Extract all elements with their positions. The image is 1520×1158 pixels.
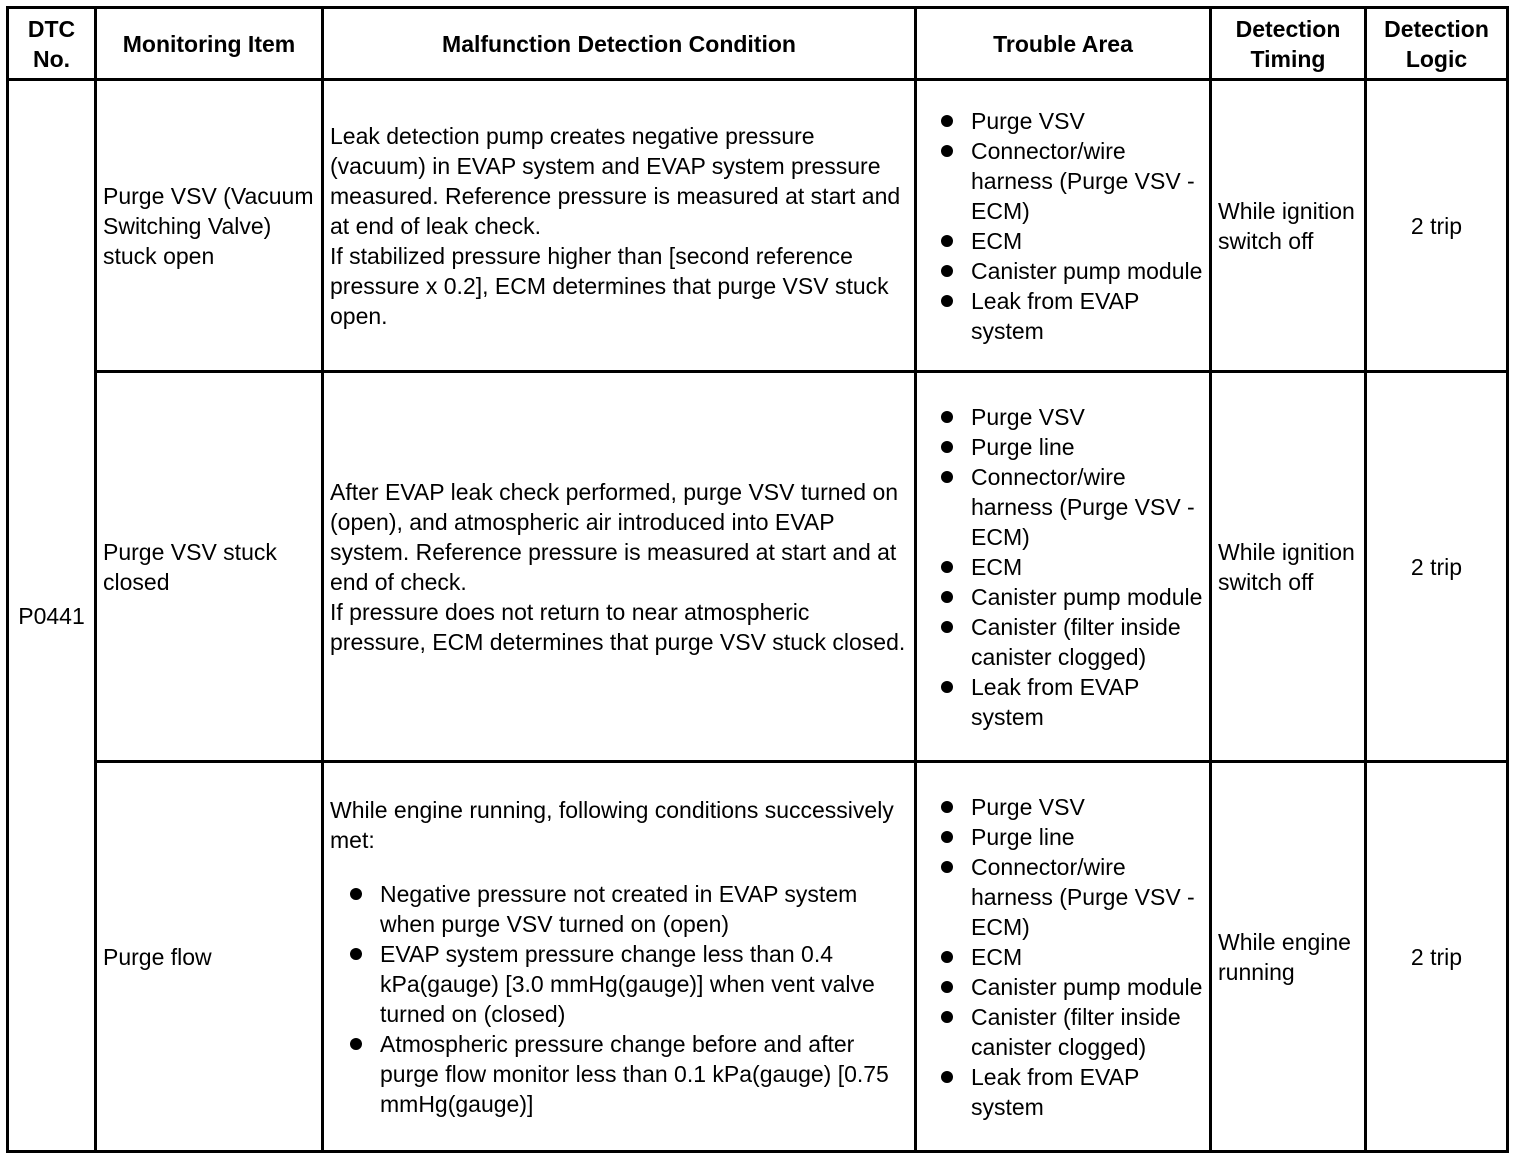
list-item: ECM: [923, 942, 1203, 972]
table-row: [8, 372, 1508, 762]
monitoring-item: Purge VSV stuck closed: [96, 372, 323, 762]
list-item: Connector/wire harness (Purge VSV - ECM): [923, 852, 1203, 942]
list-item: Purge line: [923, 822, 1203, 852]
detection-timing: While engine running: [1211, 762, 1366, 1152]
list-item: Connector/wire harness (Purge VSV - ECM): [923, 462, 1203, 552]
list-item: ECM: [923, 226, 1203, 256]
detection-condition: [323, 372, 916, 762]
header-malfunction-condition: Malfunction Detection Condition: [323, 8, 916, 80]
condition-text: If pressure does not return to near atmospheric pressure, ECM determines that purge VSV stuck closed.: [330, 598, 906, 655]
list-item: Purge VSV: [923, 106, 1203, 136]
condition-text: If stabilized pressure higher than [second reference pressure x 0.2], ECM determines that purge VSV stuck open.: [330, 242, 889, 329]
monitoring-item: Purge VSV (Vacuum Switching Valve) stuck open: [96, 80, 323, 372]
list-item: Purge VSV: [923, 792, 1203, 822]
trouble-list: [923, 792, 1203, 1122]
list-item: ECM: [923, 552, 1203, 582]
list-item: Canister (filter inside canister clogged): [923, 612, 1203, 672]
detection-timing: While ignition switch off: [1211, 80, 1366, 372]
trouble-area: [916, 80, 1211, 372]
list-item: EVAP system pressure change less than 0.4 kPa(gauge) [3.0 mmHg(gauge)] when vent valve turned on (closed): [330, 939, 908, 1029]
header-monitoring-item: Monitoring Item: [96, 8, 323, 80]
detection-logic: 2 trip: [1366, 80, 1508, 372]
trouble-list: [923, 106, 1203, 346]
header-detection-logic: Detection Logic: [1366, 8, 1508, 80]
dtc-table: [6, 6, 1509, 1153]
detection-logic: 2 trip: [1366, 762, 1508, 1152]
list-item: Purge line: [923, 432, 1203, 462]
list-item: Canister pump module: [923, 256, 1203, 286]
list-item: Leak from EVAP system: [923, 286, 1203, 346]
list-item: Canister pump module: [923, 582, 1203, 612]
detection-logic: 2 trip: [1366, 372, 1508, 762]
condition-text: Leak detection pump creates negative pressure (vacuum) in EVAP system and EVAP system pressure measured. Reference pressure is measured at start and at end of leak check.: [330, 122, 901, 239]
trouble-list: [923, 402, 1203, 732]
list-item: Canister pump module: [923, 972, 1203, 1002]
header-row: [8, 8, 1508, 80]
list-item: Purge VSV: [923, 402, 1203, 432]
dtc-number: P0441: [8, 80, 96, 1152]
header-trouble-area: Trouble Area: [916, 8, 1211, 80]
list-item: Connector/wire harness (Purge VSV - ECM): [923, 136, 1203, 226]
trouble-area: [916, 372, 1211, 762]
condition-text: While engine running, following conditions successively met:: [330, 796, 894, 853]
detection-condition: [323, 762, 916, 1152]
header-dtc-no: DTC No.: [8, 8, 96, 80]
list-item: Negative pressure not created in EVAP system when purge VSV turned on (open): [330, 879, 908, 939]
table-row: [8, 80, 1508, 372]
condition-text: After EVAP leak check performed, purge VSV turned on (open), and atmospheric air introduced into EVAP system. Reference pressure is measured at start and at end of check.: [330, 478, 899, 595]
table-row: [8, 762, 1508, 1152]
list-item: Canister (filter inside canister clogged): [923, 1002, 1203, 1062]
list-item: Leak from EVAP system: [923, 1062, 1203, 1122]
list-item: Atmospheric pressure change before and after purge flow monitor less than 0.1 kPa(gauge) [0.75 mmHg(gauge)]: [330, 1029, 908, 1119]
detection-timing: While ignition switch off: [1211, 372, 1366, 762]
header-detection-timing: Detection Timing: [1211, 8, 1366, 80]
monitoring-item: Purge flow: [96, 762, 323, 1152]
trouble-area: [916, 762, 1211, 1152]
detection-condition: [323, 80, 916, 372]
condition-list: [330, 879, 908, 1119]
list-item: Leak from EVAP system: [923, 672, 1203, 732]
